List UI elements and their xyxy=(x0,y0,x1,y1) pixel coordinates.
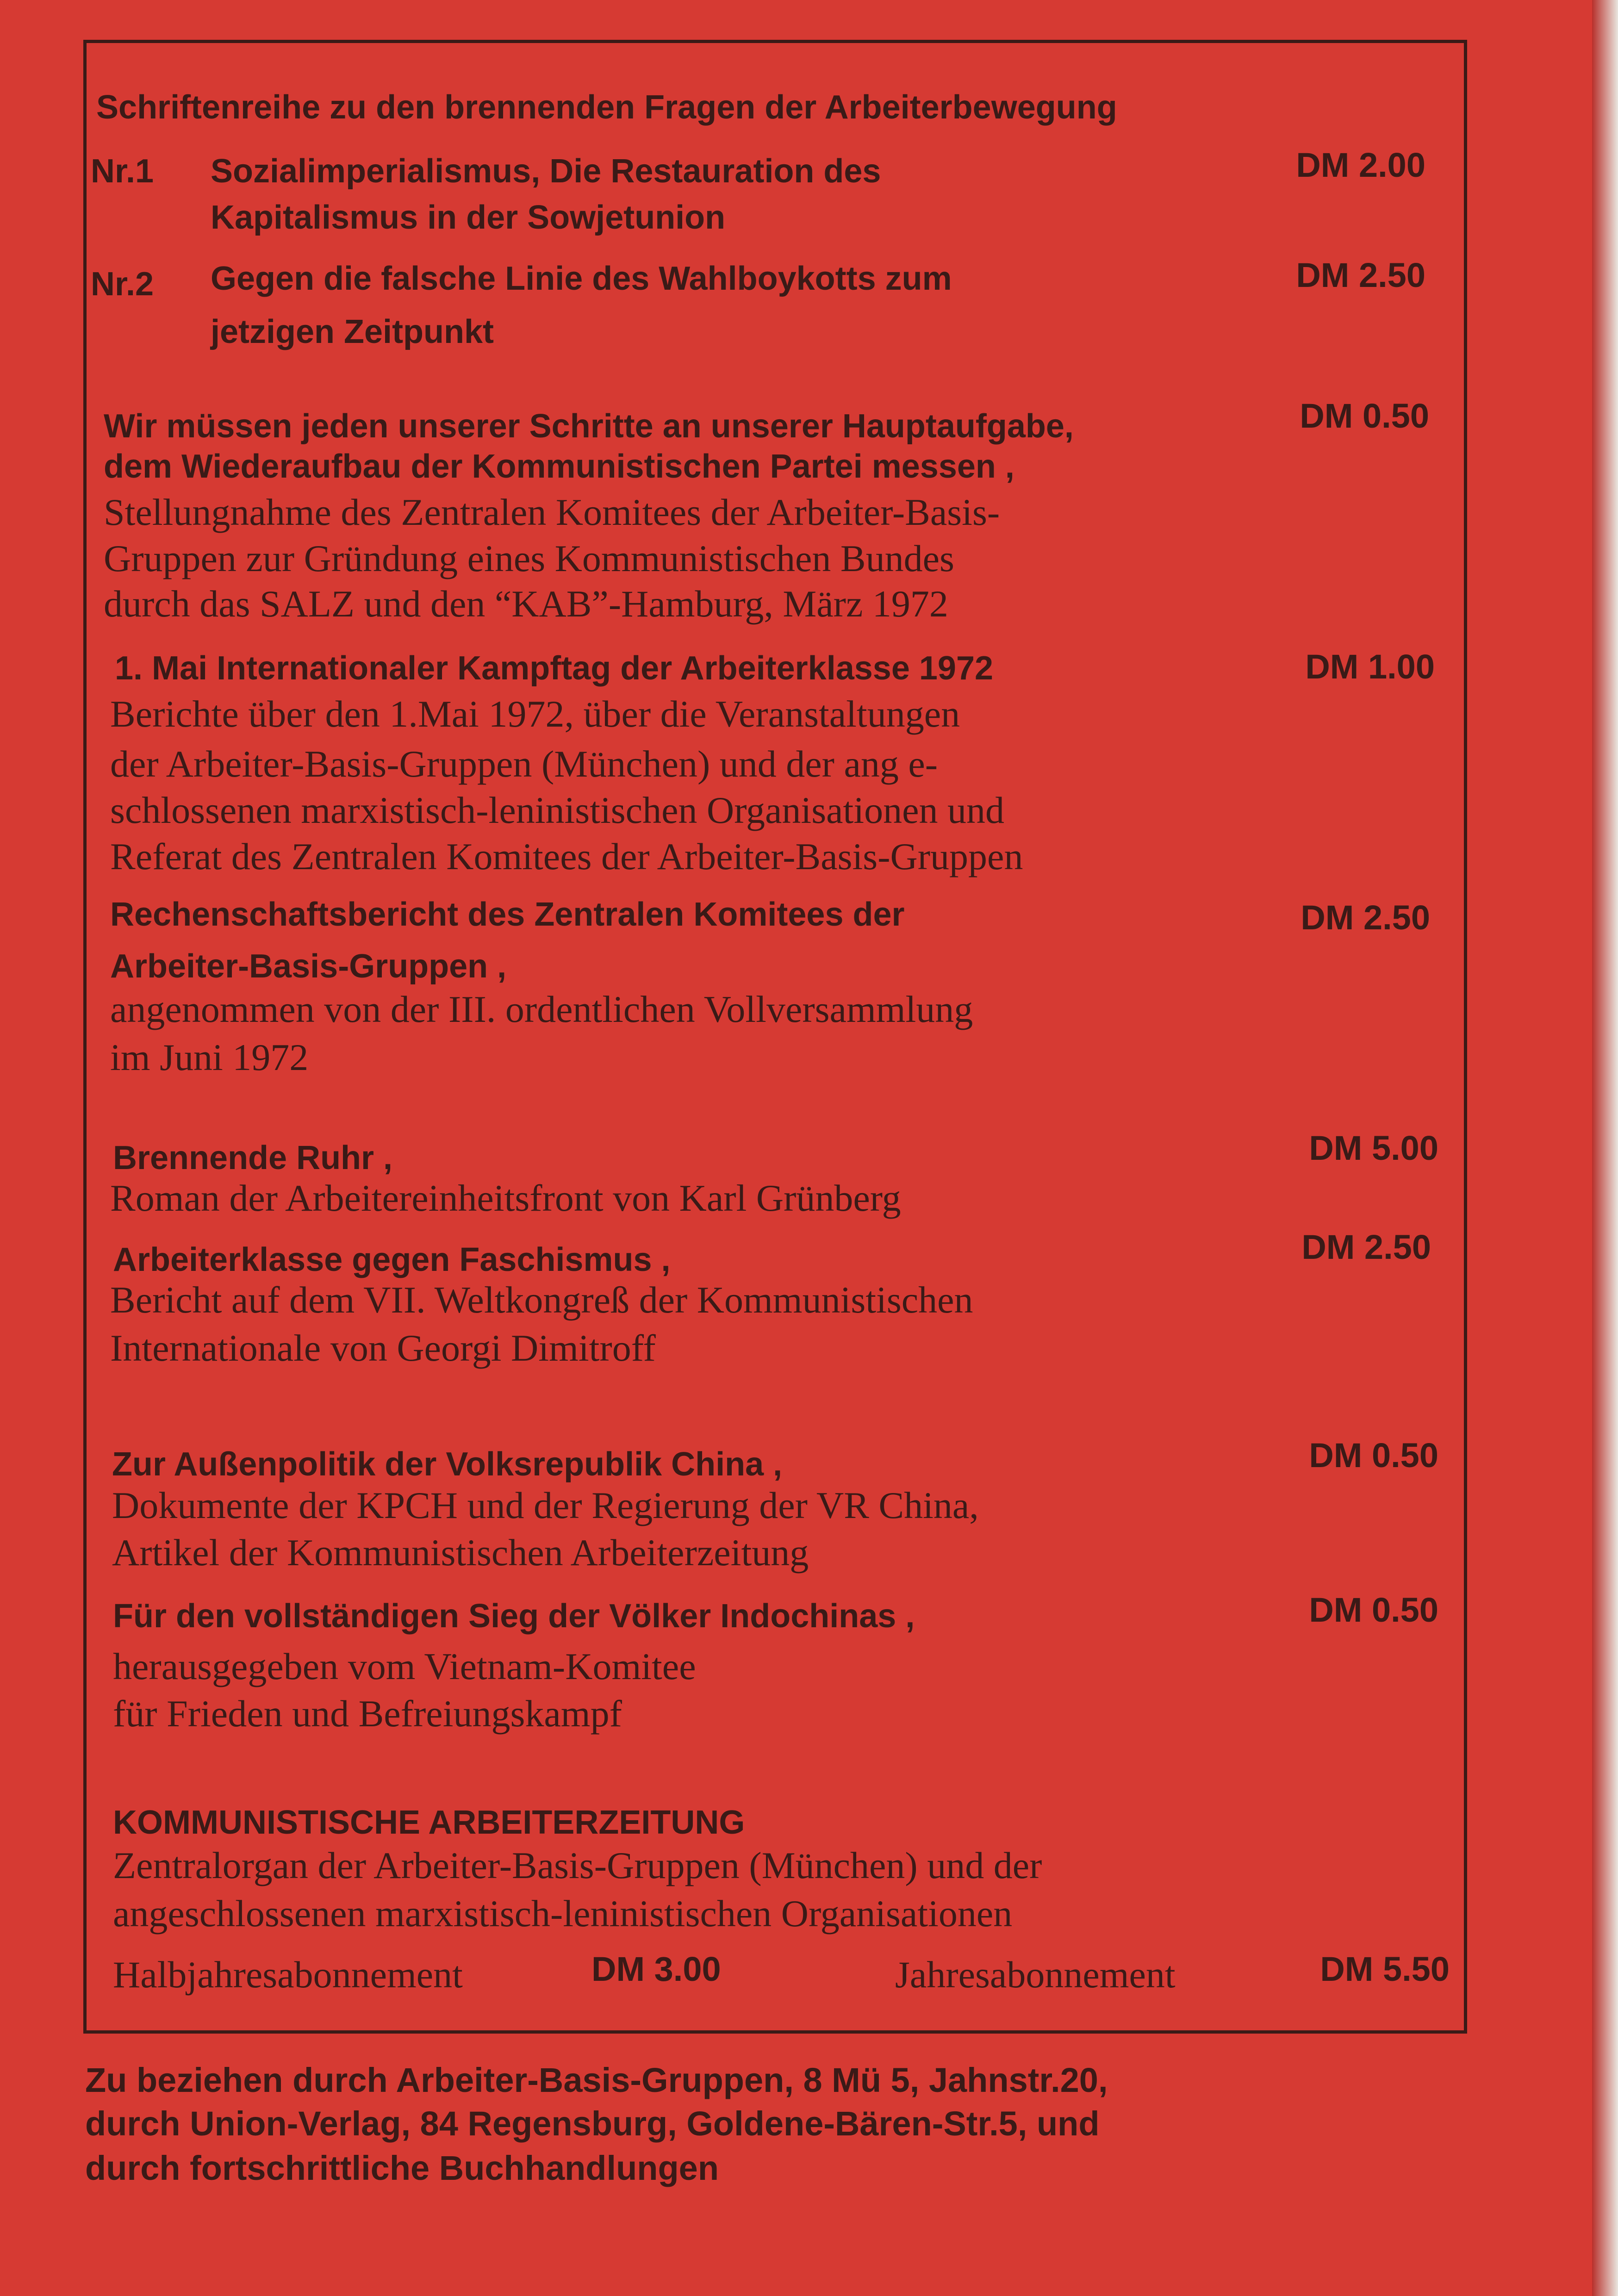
half-year-price: DM 3.00 xyxy=(591,1950,721,1988)
item-title: 1. Mai Internationaler Kampftag der Arbeiterklasse 1972 xyxy=(115,650,994,687)
half-year-label: Halbjahresabonnement xyxy=(113,1954,463,1996)
price: DM 0.50 xyxy=(1309,1436,1438,1475)
newspaper-title: KOMMUNISTISCHE ARBEITERZEITUNG xyxy=(113,1804,745,1841)
price: DM 2.50 xyxy=(1296,256,1425,294)
item-description: Referat des Zentralen Komitees der Arbeiter-Basis-Gruppen xyxy=(110,835,1023,877)
series-title-line: Kapitalismus in der Sowjetunion xyxy=(211,199,726,236)
series-title-line: Sozialimperialismus, Die Restauration des xyxy=(211,153,881,190)
item-title: Arbeiter-Basis-Gruppen , xyxy=(110,948,507,985)
item-description: für Frieden und Befreiungskampf xyxy=(113,1692,622,1735)
price: DM 1.00 xyxy=(1305,647,1435,686)
item-description: Berichte über den 1.Mai 1972, über die Veranstaltungen xyxy=(110,693,960,735)
footer-line: durch fortschrittliche Buchhandlungen xyxy=(85,2149,719,2187)
footer-line: durch Union-Verlag, 84 Regensburg, Goldene-Bären-Str.5, und xyxy=(85,2104,1100,2143)
footer-line: Zu beziehen durch Arbeiter-Basis-Gruppen, 8 Mü 5, Jahnstr.20, xyxy=(85,2061,1108,2099)
item-description: der Arbeiter-Basis-Gruppen (München) und der ang e- xyxy=(110,743,938,785)
item-description: Bericht auf dem VII. Weltkongreß der Kommunistischen xyxy=(110,1279,973,1321)
item-description: durch das SALZ und den “KAB”-Hamburg, März 1972 xyxy=(104,583,948,625)
item-title: Wir müssen jeden unserer Schritte an unserer Hauptaufgabe, xyxy=(104,408,1074,445)
item-description: Roman der Arbeitereinheitsfront von Karl Grünberg xyxy=(110,1177,901,1219)
item-description: im Juni 1972 xyxy=(110,1036,309,1078)
price: DM 2.50 xyxy=(1301,1228,1431,1266)
item-title: Für den vollständigen Sieg der Völker Indochinas , xyxy=(113,1598,915,1635)
item-title: Arbeiterklasse gegen Faschismus , xyxy=(113,1241,671,1278)
price: DM 0.50 xyxy=(1300,397,1429,435)
price: DM 2.00 xyxy=(1296,146,1425,184)
series-title: Schriftenreihe zu den brennenden Fragen der Arbeiterbewegung xyxy=(96,89,1117,126)
item-title: dem Wiederaufbau der Kommunistischen Partei messen , xyxy=(104,448,1014,485)
newspaper-description: angeschlossenen marxistisch-leninistischen Organisationen xyxy=(113,1892,1013,1935)
item-description: herausgegeben vom Vietnam-Komitee xyxy=(113,1645,696,1687)
year-label: Jahresabonnement xyxy=(895,1954,1176,1996)
item-description: Stellungnahme des Zentralen Komitees der Arbeiter-Basis- xyxy=(104,491,1000,533)
year-price: DM 5.50 xyxy=(1320,1950,1450,1988)
item-title: Brennende Ruhr , xyxy=(113,1139,393,1176)
item-description: angenommen von der III. ordentlichen Vollversammlung xyxy=(110,988,973,1030)
item-description: schlossenen marxistisch-leninistischen Organisationen und xyxy=(110,789,1004,831)
item-description: Artikel der Kommunistischen Arbeiterzeitung xyxy=(112,1531,809,1574)
newspaper-description: Zentralorgan der Arbeiter-Basis-Gruppen (München) und der xyxy=(113,1844,1042,1886)
item-description: Gruppen zur Gründung eines Kommunistischen Bundes xyxy=(104,537,954,579)
price: DM 2.50 xyxy=(1301,898,1430,937)
item-description: Dokumente der KPCH und der Regierung der VR China, xyxy=(112,1484,979,1526)
page-edge xyxy=(1592,0,1618,2296)
price: DM 5.00 xyxy=(1309,1129,1438,1167)
series-number: Nr.2 xyxy=(91,266,154,303)
price: DM 0.50 xyxy=(1309,1591,1438,1629)
item-title: Zur Außenpolitik der Volksrepublik China , xyxy=(112,1446,783,1483)
series-title-line: Gegen die falsche Linie des Wahlboykotts zum xyxy=(211,260,952,297)
series-number: Nr.1 xyxy=(91,153,154,190)
item-description: Internationale von Georgi Dimitroff xyxy=(110,1327,656,1369)
item-title: Rechenschaftsbericht des Zentralen Komitees der xyxy=(110,896,905,933)
series-title-line: jetzigen Zeitpunkt xyxy=(211,313,494,350)
